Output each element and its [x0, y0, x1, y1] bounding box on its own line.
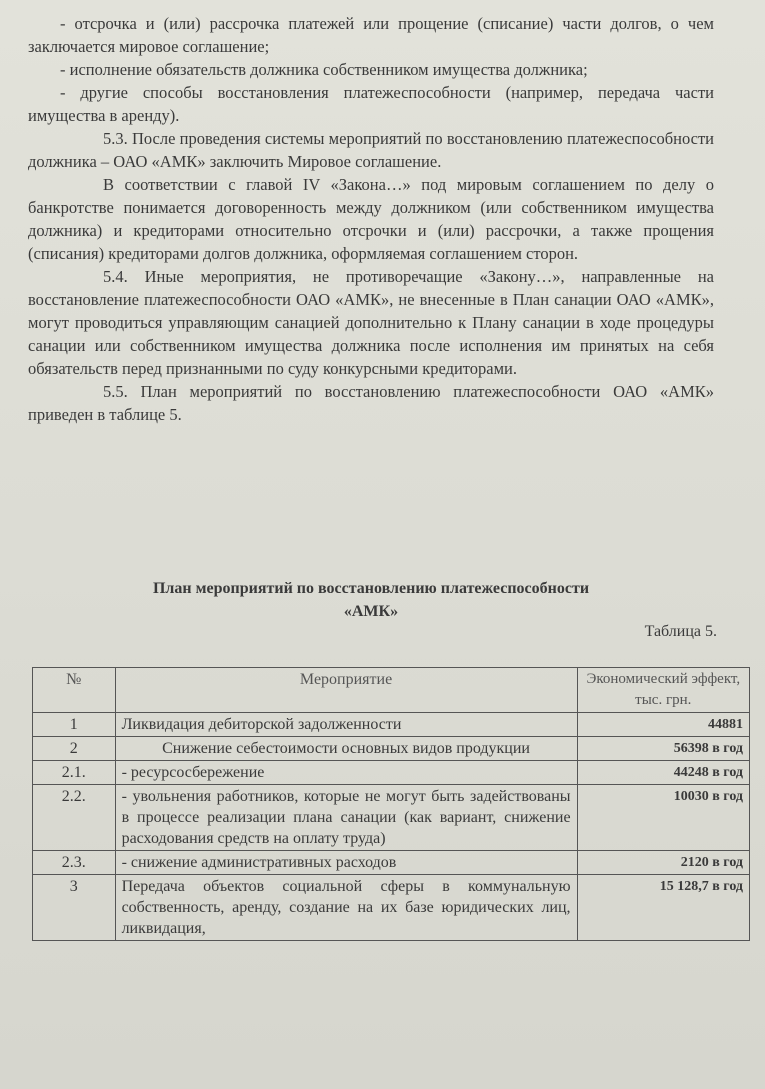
row-effect: 10030 в год: [577, 785, 749, 851]
measures-table: [32, 667, 750, 941]
table-row: [33, 875, 750, 941]
paragraph: В соответствии с главой IV «Закона…» под мировым соглашением по делу о банкротстве понимается договоренность между должником (или собственником имущества должника) и кредиторами относительно отсрочки и (или) рассрочки, а также прощения (списания) кредиторами долгов должника, оформляемая соглашением сторон.: [28, 175, 714, 263]
row-num: 2.3.: [33, 851, 116, 875]
table-title: [28, 577, 714, 623]
row-event: - увольнения работников, которые не могут быть задействованы в процессе реализации плана санации (как вариант, снижение расходования средств на оплату труда): [115, 785, 577, 851]
row-num: 2.2.: [33, 785, 116, 851]
row-num: 1: [33, 713, 116, 737]
row-event: Передача объектов социальной сферы в коммунальную собственность, аренду, создание на их базе юридических лиц, ликвидация,: [115, 875, 577, 941]
header-effect: Экономический эффект, тыс. грн.: [577, 668, 749, 713]
table-row: [33, 761, 750, 785]
row-num: 2.1.: [33, 761, 116, 785]
row-event: - ресурсосбережение: [115, 761, 577, 785]
table-header-row: [33, 668, 750, 713]
table-title-line1: План мероприятий по восстановлению платежеспособности: [152, 580, 590, 597]
body-text: [28, 12, 714, 426]
paragraph: 5.3. После проведения системы мероприятий по восстановлению платежеспособности должника – ОАО «АМК» заключить Мировое соглашение.: [28, 129, 714, 171]
header-event: Мероприятие: [115, 668, 577, 713]
row-effect: 2120 в год: [577, 851, 749, 875]
table-row: [33, 713, 750, 737]
paragraph: - отсрочка и (или) рассрочка платежей или прощение (списание) части долгов, о чем заключается мировое соглашение;: [28, 14, 714, 56]
row-event: - снижение административных расходов: [115, 851, 577, 875]
table-row: [33, 851, 750, 875]
paragraph: 5.4. Иные мероприятия, не противоречащие «Закону…», направленные на восстановление платежеспособности ОАО «АМК», не внесенные в План санации ОАО «АМК», могут проводиться управляющим санацией дополнительно к Плану санации в ходе процедуры санации или собственником имущества должника после исполнения им принятых на себя обязательств перед признанными по суду конкурсными кредиторами.: [28, 267, 714, 378]
row-num: 2: [33, 737, 116, 761]
paragraph: - исполнение обязательств должника собственником имущества должника;: [60, 60, 588, 79]
paragraph: - другие способы восстановления платежеспособности (например, передача части имущества в аренду).: [28, 83, 714, 125]
paragraph: 5.5. План мероприятий по восстановлению платежеспособности ОАО «АМК» приведен в таблице 5.: [28, 382, 714, 424]
row-effect: 44248 в год: [577, 761, 749, 785]
header-num: №: [33, 668, 116, 713]
row-event: Снижение себестоимости основных видов продукции: [115, 737, 577, 761]
row-effect: 44881: [577, 713, 749, 737]
row-effect: 56398 в год: [577, 737, 749, 761]
table-title-line2: «АМК»: [343, 603, 399, 620]
table-row: [33, 785, 750, 851]
table-label: Таблица 5.: [644, 623, 717, 640]
row-effect: 15 128,7 в год: [577, 875, 749, 941]
table-row: [33, 737, 750, 761]
row-num: 3: [33, 875, 116, 941]
row-event: Ликвидация дебиторской задолженности: [115, 713, 577, 737]
